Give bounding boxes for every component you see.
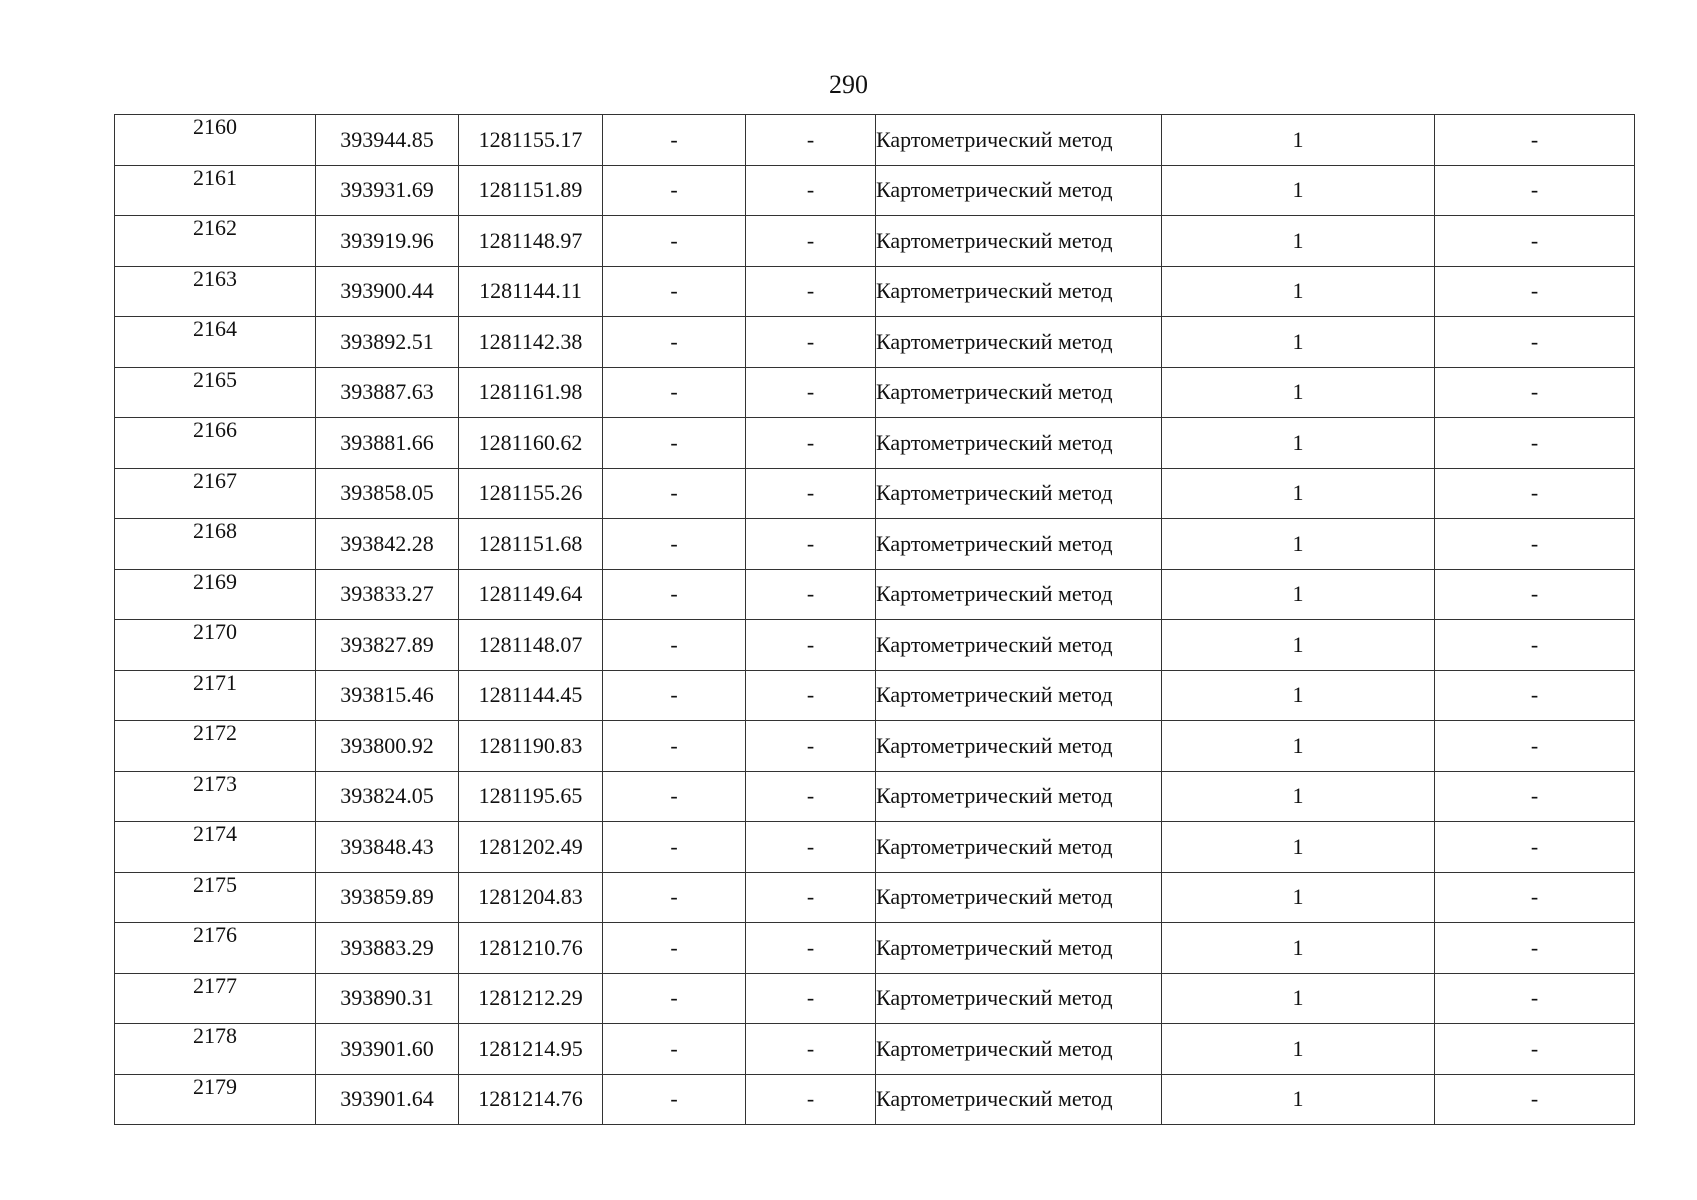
accuracy-cell: 1 <box>1162 266 1435 317</box>
column-5-cell: - <box>746 620 876 671</box>
column-5-cell: - <box>746 216 876 267</box>
table-row <box>115 519 1635 570</box>
column-8-cell: - <box>1435 620 1635 671</box>
y-coordinate-cell: 1281204.83 <box>459 872 603 923</box>
column-4-cell: - <box>603 973 746 1024</box>
x-coordinate-cell: 393858.05 <box>316 468 459 519</box>
y-coordinate-cell: 1281148.07 <box>459 620 603 671</box>
column-5-cell: - <box>746 973 876 1024</box>
column-5-cell: - <box>746 115 876 166</box>
column-8-cell: - <box>1435 519 1635 570</box>
accuracy-cell: 1 <box>1162 165 1435 216</box>
x-coordinate-cell: 393900.44 <box>316 266 459 317</box>
column-8-cell: - <box>1435 165 1635 216</box>
column-4-cell: - <box>603 418 746 469</box>
accuracy-cell: 1 <box>1162 216 1435 267</box>
y-coordinate-cell: 1281161.98 <box>459 367 603 418</box>
table-row <box>115 115 1635 166</box>
column-4-cell: - <box>603 721 746 772</box>
x-coordinate-cell: 393931.69 <box>316 165 459 216</box>
method-cell: Картометрический метод <box>876 115 1162 166</box>
column-4-cell: - <box>603 468 746 519</box>
table-body <box>115 115 1635 1125</box>
method-cell: Картометрический метод <box>876 923 1162 974</box>
column-5-cell: - <box>746 923 876 974</box>
accuracy-cell: 1 <box>1162 367 1435 418</box>
table-row <box>115 367 1635 418</box>
column-5-cell: - <box>746 822 876 873</box>
column-4-cell: - <box>603 216 746 267</box>
accuracy-cell: 1 <box>1162 468 1435 519</box>
table-row <box>115 468 1635 519</box>
column-8-cell: - <box>1435 973 1635 1024</box>
column-8-cell: - <box>1435 721 1635 772</box>
x-coordinate-cell: 393859.89 <box>316 872 459 923</box>
method-cell: Картометрический метод <box>876 367 1162 418</box>
column-5-cell: - <box>746 266 876 317</box>
x-coordinate-cell: 393887.63 <box>316 367 459 418</box>
column-8-cell: - <box>1435 115 1635 166</box>
column-4-cell: - <box>603 165 746 216</box>
column-4-cell: - <box>603 266 746 317</box>
x-coordinate-cell: 393892.51 <box>316 317 459 368</box>
column-8-cell: - <box>1435 569 1635 620</box>
table-row <box>115 822 1635 873</box>
column-8-cell: - <box>1435 367 1635 418</box>
column-5-cell: - <box>746 569 876 620</box>
point-number-cell: 2171 <box>115 670 316 721</box>
column-4-cell: - <box>603 569 746 620</box>
x-coordinate-cell: 393901.60 <box>316 1024 459 1075</box>
y-coordinate-cell: 1281190.83 <box>459 721 603 772</box>
y-coordinate-cell: 1281144.11 <box>459 266 603 317</box>
column-8-cell: - <box>1435 418 1635 469</box>
table-row <box>115 266 1635 317</box>
method-cell: Картометрический метод <box>876 418 1162 469</box>
column-5-cell: - <box>746 1074 876 1125</box>
x-coordinate-cell: 393833.27 <box>316 569 459 620</box>
point-number-cell: 2165 <box>115 367 316 418</box>
accuracy-cell: 1 <box>1162 115 1435 166</box>
accuracy-cell: 1 <box>1162 1074 1435 1125</box>
column-5-cell: - <box>746 721 876 772</box>
point-number-cell: 2162 <box>115 216 316 267</box>
table-row <box>115 670 1635 721</box>
point-number-cell: 2178 <box>115 1024 316 1075</box>
method-cell: Картометрический метод <box>876 822 1162 873</box>
y-coordinate-cell: 1281210.76 <box>459 923 603 974</box>
page-number: 290 <box>829 70 868 99</box>
method-cell: Картометрический метод <box>876 266 1162 317</box>
x-coordinate-cell: 393848.43 <box>316 822 459 873</box>
table-row <box>115 216 1635 267</box>
method-cell: Картометрический метод <box>876 872 1162 923</box>
method-cell: Картометрический метод <box>876 1074 1162 1125</box>
point-number-cell: 2174 <box>115 822 316 873</box>
column-4-cell: - <box>603 923 746 974</box>
accuracy-cell: 1 <box>1162 973 1435 1024</box>
point-number-cell: 2169 <box>115 569 316 620</box>
y-coordinate-cell: 1281212.29 <box>459 973 603 1024</box>
method-cell: Картометрический метод <box>876 620 1162 671</box>
table-row <box>115 418 1635 469</box>
point-number-cell: 2176 <box>115 923 316 974</box>
x-coordinate-cell: 393824.05 <box>316 771 459 822</box>
accuracy-cell: 1 <box>1162 519 1435 570</box>
table-row <box>115 973 1635 1024</box>
coordinates-table <box>114 114 1635 1125</box>
point-number-cell: 2170 <box>115 620 316 671</box>
column-5-cell: - <box>746 468 876 519</box>
point-number-cell: 2177 <box>115 973 316 1024</box>
column-4-cell: - <box>603 1024 746 1075</box>
accuracy-cell: 1 <box>1162 771 1435 822</box>
column-5-cell: - <box>746 670 876 721</box>
point-number-cell: 2172 <box>115 721 316 772</box>
x-coordinate-cell: 393901.64 <box>316 1074 459 1125</box>
y-coordinate-cell: 1281142.38 <box>459 317 603 368</box>
y-coordinate-cell: 1281149.64 <box>459 569 603 620</box>
point-number-cell: 2179 <box>115 1074 316 1125</box>
accuracy-cell: 1 <box>1162 923 1435 974</box>
method-cell: Картометрический метод <box>876 317 1162 368</box>
y-coordinate-cell: 1281202.49 <box>459 822 603 873</box>
table-row <box>115 317 1635 368</box>
column-4-cell: - <box>603 317 746 368</box>
column-8-cell: - <box>1435 317 1635 368</box>
column-8-cell: - <box>1435 872 1635 923</box>
method-cell: Картометрический метод <box>876 1024 1162 1075</box>
x-coordinate-cell: 393890.31 <box>316 973 459 1024</box>
x-coordinate-cell: 393944.85 <box>316 115 459 166</box>
point-number-cell: 2167 <box>115 468 316 519</box>
point-number-cell: 2163 <box>115 266 316 317</box>
column-8-cell: - <box>1435 670 1635 721</box>
x-coordinate-cell: 393800.92 <box>316 721 459 772</box>
point-number-cell: 2161 <box>115 165 316 216</box>
column-4-cell: - <box>603 1074 746 1125</box>
y-coordinate-cell: 1281195.65 <box>459 771 603 822</box>
table-row <box>115 771 1635 822</box>
table-row <box>115 923 1635 974</box>
accuracy-cell: 1 <box>1162 418 1435 469</box>
column-8-cell: - <box>1435 468 1635 519</box>
point-number-cell: 2173 <box>115 771 316 822</box>
column-8-cell: - <box>1435 923 1635 974</box>
y-coordinate-cell: 1281160.62 <box>459 418 603 469</box>
y-coordinate-cell: 1281214.95 <box>459 1024 603 1075</box>
column-4-cell: - <box>603 771 746 822</box>
y-coordinate-cell: 1281148.97 <box>459 216 603 267</box>
method-cell: Картометрический метод <box>876 973 1162 1024</box>
y-coordinate-cell: 1281214.76 <box>459 1074 603 1125</box>
column-4-cell: - <box>603 670 746 721</box>
point-number-cell: 2164 <box>115 317 316 368</box>
method-cell: Картометрический метод <box>876 569 1162 620</box>
accuracy-cell: 1 <box>1162 822 1435 873</box>
accuracy-cell: 1 <box>1162 1024 1435 1075</box>
table-row <box>115 569 1635 620</box>
table-row <box>115 620 1635 671</box>
x-coordinate-cell: 393827.89 <box>316 620 459 671</box>
column-8-cell: - <box>1435 1024 1635 1075</box>
column-8-cell: - <box>1435 216 1635 267</box>
x-coordinate-cell: 393919.96 <box>316 216 459 267</box>
y-coordinate-cell: 1281155.26 <box>459 468 603 519</box>
method-cell: Картометрический метод <box>876 165 1162 216</box>
column-4-cell: - <box>603 367 746 418</box>
y-coordinate-cell: 1281144.45 <box>459 670 603 721</box>
x-coordinate-cell: 393842.28 <box>316 519 459 570</box>
column-4-cell: - <box>603 822 746 873</box>
column-5-cell: - <box>746 519 876 570</box>
table-row <box>115 721 1635 772</box>
column-5-cell: - <box>746 771 876 822</box>
method-cell: Картометрический метод <box>876 721 1162 772</box>
method-cell: Картометрический метод <box>876 216 1162 267</box>
column-8-cell: - <box>1435 266 1635 317</box>
y-coordinate-cell: 1281151.89 <box>459 165 603 216</box>
table-row <box>115 165 1635 216</box>
x-coordinate-cell: 393881.66 <box>316 418 459 469</box>
column-5-cell: - <box>746 165 876 216</box>
column-4-cell: - <box>603 872 746 923</box>
accuracy-cell: 1 <box>1162 872 1435 923</box>
accuracy-cell: 1 <box>1162 569 1435 620</box>
point-number-cell: 2168 <box>115 519 316 570</box>
column-4-cell: - <box>603 519 746 570</box>
column-4-cell: - <box>603 620 746 671</box>
column-8-cell: - <box>1435 822 1635 873</box>
method-cell: Картометрический метод <box>876 771 1162 822</box>
table-row <box>115 1024 1635 1075</box>
y-coordinate-cell: 1281155.17 <box>459 115 603 166</box>
point-number-cell: 2160 <box>115 115 316 166</box>
method-cell: Картометрический метод <box>876 670 1162 721</box>
accuracy-cell: 1 <box>1162 317 1435 368</box>
accuracy-cell: 1 <box>1162 721 1435 772</box>
column-8-cell: - <box>1435 1074 1635 1125</box>
column-5-cell: - <box>746 1024 876 1075</box>
accuracy-cell: 1 <box>1162 620 1435 671</box>
x-coordinate-cell: 393883.29 <box>316 923 459 974</box>
column-8-cell: - <box>1435 771 1635 822</box>
column-5-cell: - <box>746 317 876 368</box>
table-row <box>115 1074 1635 1125</box>
y-coordinate-cell: 1281151.68 <box>459 519 603 570</box>
point-number-cell: 2166 <box>115 418 316 469</box>
point-number-cell: 2175 <box>115 872 316 923</box>
column-5-cell: - <box>746 872 876 923</box>
x-coordinate-cell: 393815.46 <box>316 670 459 721</box>
column-4-cell: - <box>603 115 746 166</box>
table-row <box>115 872 1635 923</box>
column-5-cell: - <box>746 367 876 418</box>
method-cell: Картометрический метод <box>876 468 1162 519</box>
method-cell: Картометрический метод <box>876 519 1162 570</box>
column-5-cell: - <box>746 418 876 469</box>
accuracy-cell: 1 <box>1162 670 1435 721</box>
